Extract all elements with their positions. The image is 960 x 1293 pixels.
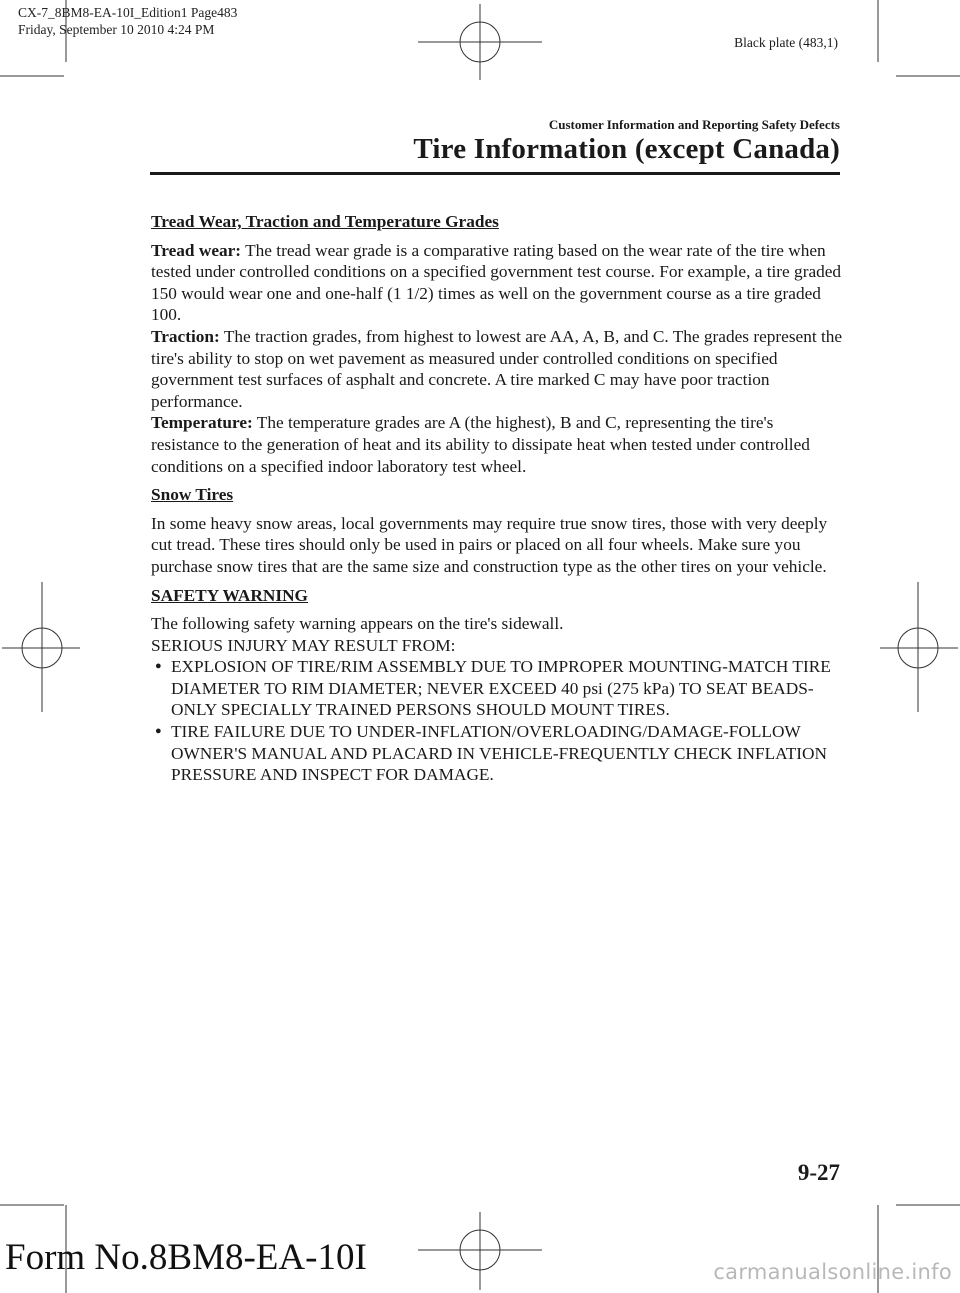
page-number: 9-27 <box>797 1160 840 1185</box>
print-meta-line1: CX-7_8BM8-EA-10I_Edition1 Page483 <box>18 5 238 20</box>
traction-label: Traction: <box>151 326 220 346</box>
warning-bullet-2: TIRE FAILURE DUE TO UNDER-INFLATION/OVERLOADING/DAMAGE-FOLLOW OWNER'S MANUAL AND PLACARD IN VEHICLE-FREQUENTLY CHECK INFLATION PRESSURE AND INSPECT FOR DAMAGE. <box>171 722 827 785</box>
tread-wear-text: The tread wear grade is a comparative rating based on the wear rate of the tire when tested under controlled conditions on a specified government test course. For example, a tire graded 150 would wear one and one-half (1 1/2) times as well on the government course as a tire graded 100. <box>151 240 842 325</box>
plate-label: Black plate (483,1) <box>734 35 838 50</box>
bullet-icon: ● <box>155 725 162 738</box>
title-divider <box>150 172 840 175</box>
registration-mark-bottom <box>418 1212 542 1290</box>
snow-tires-paragraph: In some heavy snow areas, local governments may require true snow tires, those with very deeply cut tread. These tires should only be used in pairs or placed on all four wheels. Make sure you purchase snow tires that are the same size and construction type as the other tires on your vehicle. <box>151 513 828 576</box>
traction-text: The traction grades, from highest to lowest are AA, A, B, and C. The grades represent the tire's ability to stop on wet pavement as measured under controlled conditions on specified government test surfaces of asphalt and concrete. A tire marked C may have poor traction performance. <box>151 326 843 411</box>
traction-paragraph <box>151 326 845 412</box>
print-meta-line2: Friday, September 10 2010 4:24 PM <box>18 22 215 37</box>
snow-tires-heading: Snow Tires <box>151 485 234 505</box>
registration-mark-right <box>880 582 958 712</box>
page-title: Tire Information (except Canada) <box>413 133 840 165</box>
tread-wear-paragraph <box>151 240 845 326</box>
bullet-icon: ● <box>155 660 162 673</box>
temperature-paragraph <box>151 412 845 477</box>
tread-wear-label: Tread wear: <box>151 240 242 260</box>
temperature-label: Temperature: <box>151 413 253 433</box>
warning-intro: The following safety warning appears on the tire's sidewall. <box>151 614 564 634</box>
warning-list <box>151 656 845 786</box>
print-metadata <box>18 4 237 38</box>
page-body <box>151 211 845 786</box>
safety-warning-heading: SAFETY WARNING <box>151 585 308 605</box>
warning-bullet-1: EXPLOSION OF TIRE/RIM ASSEMBLY DUE TO IMPROPER MOUNTING-MATCH TIRE DIAMETER TO RIM DIAMETER; NEVER EXCEED 40 psi (275 kPa) TO SEAT BEADS-ONLY SPECIALLY TRAINED PERSONS SHOULD MOUNT TIRES. <box>171 657 831 720</box>
registration-mark-left <box>2 582 80 712</box>
list-item <box>151 721 845 786</box>
grades-heading: Tread Wear, Traction and Temperature Grades <box>151 212 499 231</box>
watermark: carmanualsonline.info <box>713 1260 952 1284</box>
list-item <box>151 656 845 721</box>
registration-mark-top <box>418 4 542 80</box>
form-number: Form No.8BM8-EA-10I <box>5 1237 367 1278</box>
running-header-section: Customer Information and Reporting Safety Defects <box>548 117 840 132</box>
temperature-text: The temperature grades are A (the highest), B and C, representing the tire's resistance to the generation of heat and its ability to dissipate heat when tested under controlled conditions on a specified indoor laboratory test wheel. <box>151 413 810 476</box>
warning-serious: SERIOUS INJURY MAY RESULT FROM: <box>151 635 456 655</box>
